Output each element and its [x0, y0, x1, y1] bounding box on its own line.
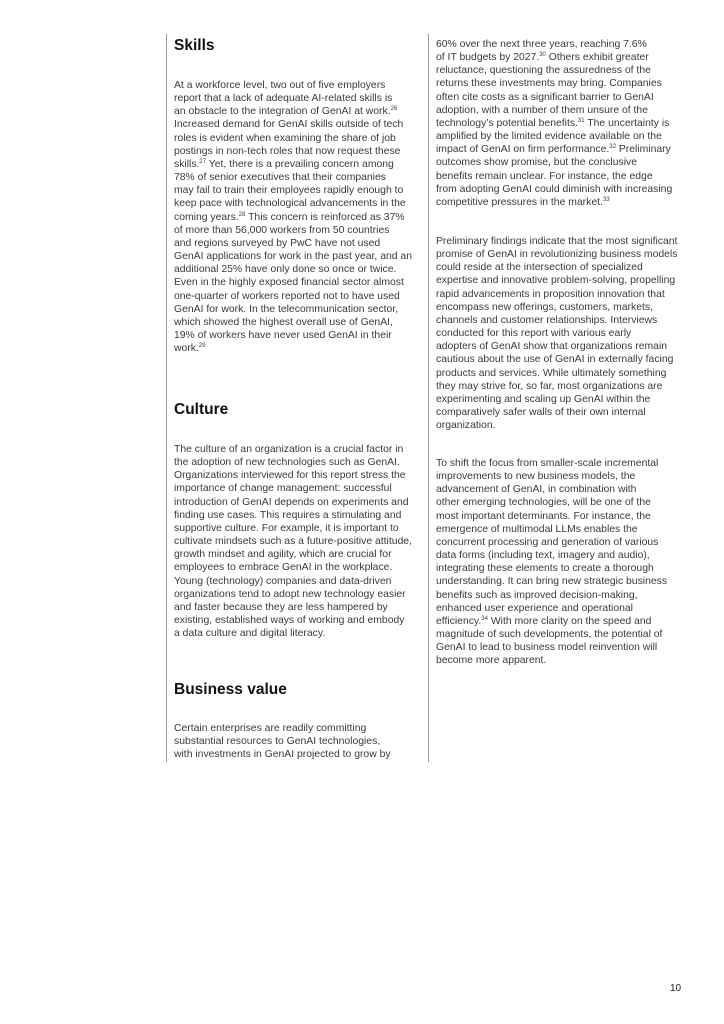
footnote-reference: 34	[481, 615, 488, 622]
text-line: outcomes show promise, but the conclusive	[436, 157, 637, 169]
text-line: may fail to train their employees rapidly enough to	[174, 185, 404, 197]
right-paragraph-2	[436, 235, 677, 432]
text-line: additional 25% have only done so once or twice.	[174, 264, 397, 276]
text-line: which showed the highest overall use of GenAI,	[174, 316, 393, 328]
text-line: adopters of GenAI show that organizations remain	[436, 341, 668, 353]
text-line: Certain enterprises are readily committing	[174, 723, 367, 734]
text-line: emergence of multimodal LLMs enables the	[436, 523, 638, 535]
text-line: skills.$^{27}$ Yet, there is a prevailing concern among	[174, 158, 394, 170]
text-line: with investments in GenAI projected to grow by	[174, 749, 391, 761]
text-line: channels and customer relationships. Interviews	[436, 314, 658, 326]
text-line: promise of GenAI in revolutionizing business models	[436, 249, 678, 261]
text-line: experimenting and scaling up GenAI within the	[436, 393, 651, 405]
text-line: coming years.$^{28}$ This concern is reinforced as 37%	[174, 211, 405, 223]
text-line: cautious about the use of GenAI in externally facing	[436, 354, 674, 366]
text-line: concurrent processing and generation of various	[436, 536, 659, 548]
text-line: become more apparent.	[436, 655, 547, 667]
footnote-reference: 27	[199, 158, 207, 165]
left-column-rule	[166, 34, 167, 762]
footnote-reference: 28	[238, 211, 246, 218]
text-line: keep pace with technological advancements in the	[174, 198, 406, 210]
right-column-rule	[428, 34, 429, 762]
text-line: GenAI applications for work in the past year, and an	[174, 251, 412, 263]
text-line: integrating these elements to create a thorough	[436, 563, 654, 575]
text-line: a data culture and digital literacy.	[174, 628, 326, 640]
text-line: comparatively safer walls of their own internal	[436, 407, 646, 419]
text-line: competitive pressures in the market.$^{33}$	[436, 196, 610, 208]
text-line: conducted for this report with various early	[436, 328, 632, 340]
skills-heading: Skills	[174, 37, 215, 54]
text-line: other emerging technologies, will be one of the	[436, 497, 651, 509]
text-line: adoption, with a number of them unsure of the	[436, 104, 648, 116]
footnote-reference: 26	[390, 106, 398, 113]
business-value-paragraph	[174, 722, 391, 761]
text-line: To shift the focus from smaller-scale incremental	[436, 458, 659, 469]
text-line: an obstacle to the integration of GenAI at work.$^{26}$	[174, 106, 398, 118]
text-line: postings in non-tech roles that now request these	[174, 145, 401, 157]
text-line: of IT budgets by 2027.30 Others exhibit greater	[436, 52, 649, 64]
text-line: organization.	[436, 420, 496, 432]
text-line: understanding. It can bring new strategic business	[436, 576, 668, 588]
text-line: amplified by the limited evidence available on the	[436, 131, 662, 143]
skills-paragraph	[174, 79, 412, 355]
text-line: cultivate mindsets such as a future-positive attitude,	[174, 536, 412, 548]
text-line: Organizations interviewed for this report stress the	[174, 470, 406, 482]
text-line: Increased demand for GenAI skills outside of tech	[174, 119, 404, 131]
text-line: benefits remain unclear. For instance, the edge	[436, 170, 653, 182]
text-line: Even in the highly exposed financial sector almost	[174, 277, 404, 289]
text-line: technology’s potential benefits.$^{31}$ The uncertainty is	[436, 117, 670, 129]
text-line: report that a lack of adequate AI-related skills is	[174, 93, 393, 105]
text-line: efficiency.$^{34}$ With more clarity on the speed and	[436, 615, 652, 627]
text-line: Young (technology) companies and data-driven	[174, 575, 392, 587]
footnote-reference: 29	[198, 343, 206, 350]
text-line: 60% over the next three years, reaching 7.6%	[436, 39, 647, 50]
footnote-reference: 33	[602, 196, 610, 203]
text-line: employees to embrace GenAI in the workplace.	[174, 562, 393, 574]
text-line: introduction of GenAI depends on experiments and	[174, 496, 409, 508]
text-line: work.$^{29}$	[174, 343, 206, 355]
text-line: enhanced user experience and operational	[436, 602, 633, 614]
text-line: finding use cases. This requires a stimulating and	[174, 509, 402, 521]
text-line: data forms (including text, imagery and audio),	[436, 550, 650, 562]
text-line: Preliminary findings indicate that the most significant	[436, 236, 678, 247]
text-line: rapid advancements in proposition innovation that	[436, 288, 665, 300]
text-line: magnitude of such developments, the potential of	[436, 629, 663, 641]
page-number: 10	[670, 983, 682, 994]
text-line: and regions surveyed by PwC have not used	[174, 237, 381, 249]
footnote-reference: 32	[609, 144, 616, 151]
footnote-reference: 30	[539, 52, 546, 59]
text-line: organizations tend to adopt new technology easier	[174, 588, 406, 600]
culture-heading: Culture	[174, 401, 229, 418]
text-line: and faster because they are less hampered by	[174, 601, 388, 613]
text-line: one-quarter of workers reported not to have used	[174, 290, 400, 302]
text-line: 19% of workers have never used GenAI in their	[174, 329, 392, 341]
text-line: products and services. While ultimately something	[436, 367, 667, 379]
text-line: benefits such as improved decision-making,	[436, 589, 638, 601]
text-line: GenAI for work. In the telecommunication sector,	[174, 303, 399, 315]
footnote-reference: 31	[577, 117, 585, 124]
text-line: 78% of senior executives that their companies	[174, 172, 386, 184]
text-line: supportive culture. For example, it is important to	[174, 522, 399, 534]
culture-paragraph	[174, 443, 412, 640]
text-line: expertise and innovative problem-solving, propelling	[436, 275, 676, 287]
text-line: often cite costs as a significant barrier to GenAI	[436, 91, 654, 103]
text-line: of more than 56,000 workers from 50 countries	[174, 224, 390, 236]
text-line: the adoption of new technologies such as GenAI.	[174, 457, 400, 469]
text-line: importance of change management: successful	[174, 483, 392, 495]
text-line: they may strive for, so far, most organizations are	[436, 380, 663, 392]
text-line: improvements to new business models, the	[436, 471, 636, 483]
text-line: most important determinants. For instance, the	[436, 510, 651, 522]
business-value-heading: Business value	[174, 681, 287, 698]
text-line: reluctance, questioning the assuredness of the	[436, 65, 651, 77]
text-line: At a workforce level, two out of five employers	[174, 80, 386, 91]
text-line: from adopting GenAI could diminish with increasing	[436, 183, 673, 195]
right-paragraph-1	[436, 38, 672, 209]
text-line: growth mindset and agility, which are crucial for	[174, 549, 392, 561]
right-paragraph-3	[436, 457, 667, 668]
text-line: returns these investments may bring. Companies	[436, 78, 662, 90]
text-line: GenAI to lead to business model reinvention will	[436, 642, 658, 654]
text-line: existing, established ways of working and embody	[174, 615, 405, 627]
text-line: substantial resources to GenAI technologies,	[174, 736, 381, 748]
text-line: encompass new offerings, customers, markets,	[436, 301, 653, 313]
text-line: could reside at the intersection of specialized	[436, 262, 643, 274]
text-line: impact of GenAI on firm performance.$^{32}$ Preliminary	[436, 144, 671, 156]
text-line: roles is evident when examining the share of job	[174, 132, 396, 144]
text-line: advancement of GenAI, in combination with	[436, 484, 637, 496]
text-line: The culture of an organization is a crucial factor in	[174, 444, 404, 455]
